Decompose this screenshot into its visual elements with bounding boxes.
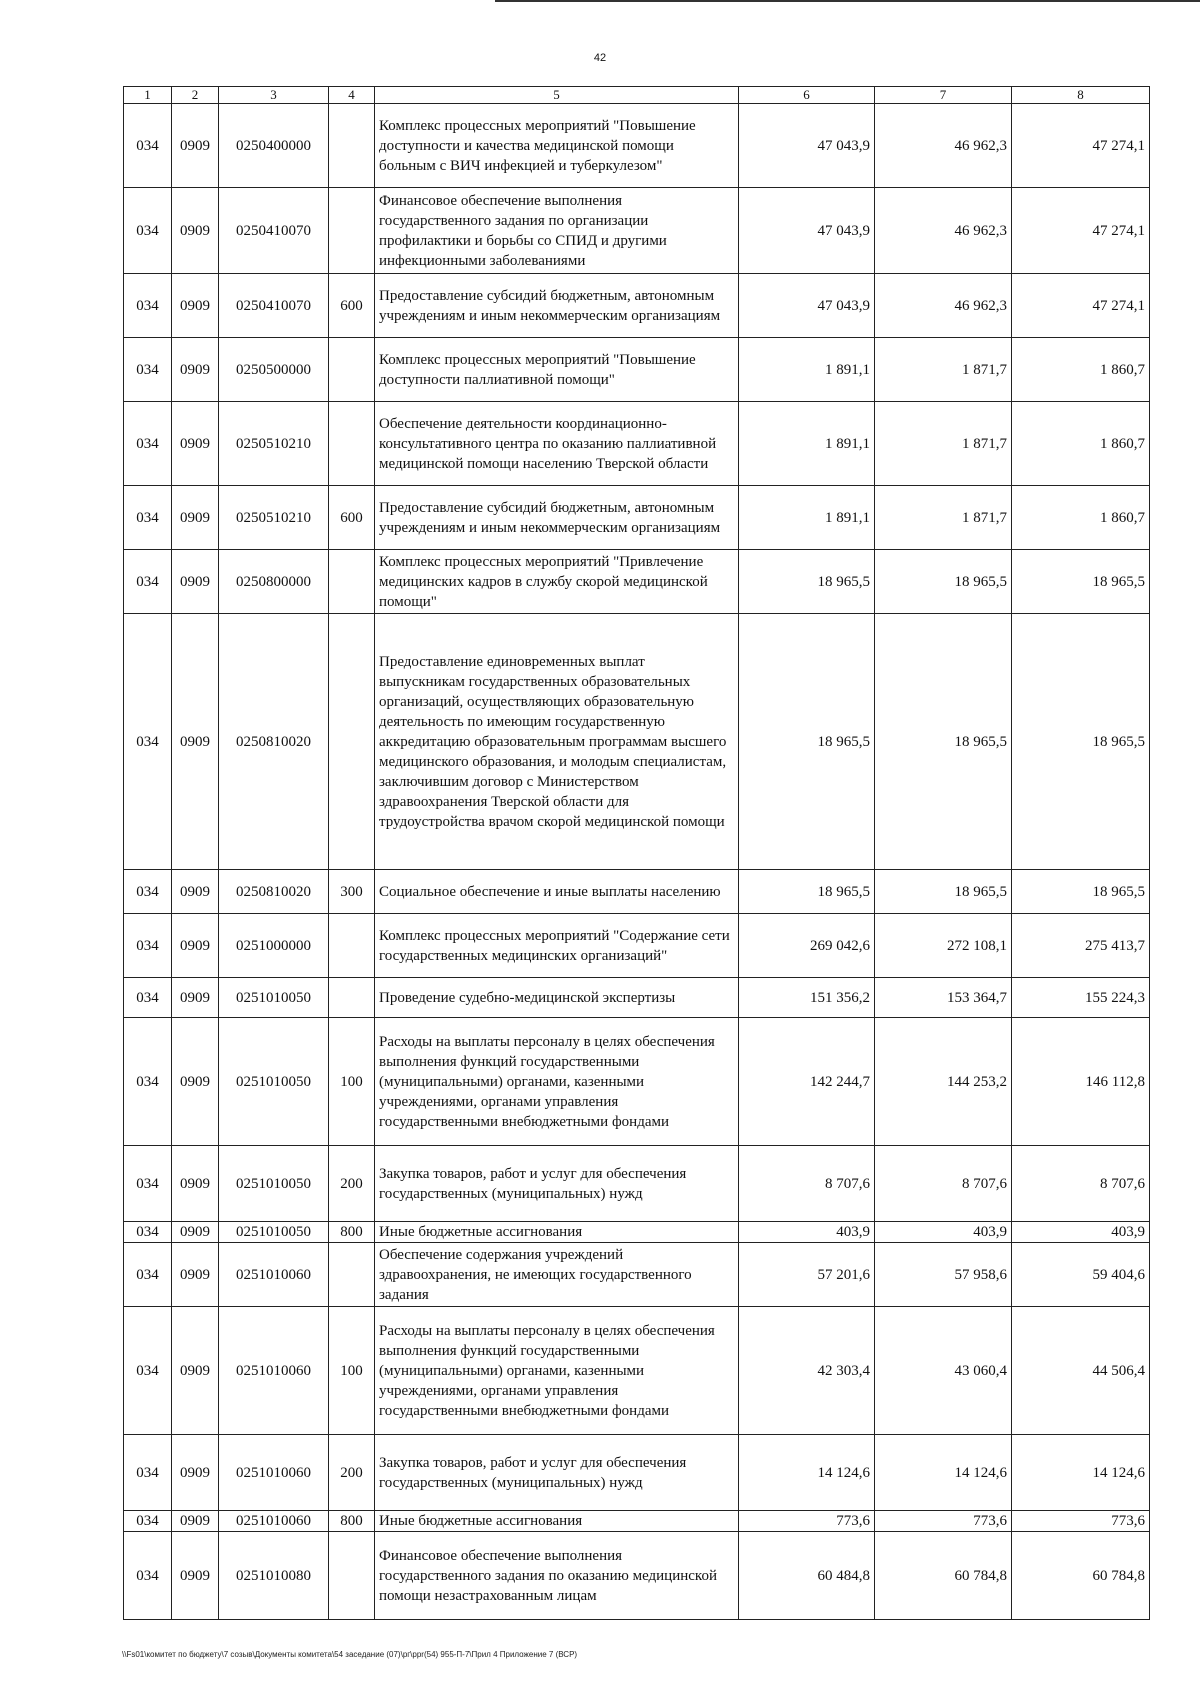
table-row — [124, 614, 1150, 870]
target-article-cell: 0251010060 — [219, 1511, 329, 1532]
scan-edge-line — [495, 0, 1200, 2]
expense-type-cell — [329, 614, 375, 870]
amount-year3-cell: 59 404,6 — [1012, 1243, 1150, 1307]
amount-year2-cell: 18 965,5 — [875, 550, 1012, 614]
section-cell: 0909 — [172, 1511, 219, 1532]
amount-year1-cell: 151 356,2 — [739, 978, 875, 1018]
amount-year2-cell: 46 962,3 — [875, 188, 1012, 274]
target-article-cell: 0250810020 — [219, 870, 329, 914]
description-cell: Обеспечение деятельности координационно-консультативного центра по оказанию паллиативной медицинской помощи населению Тверской области — [375, 402, 739, 486]
expense-type-cell: 600 — [329, 274, 375, 338]
table-row — [124, 104, 1150, 188]
amount-year3-cell: 44 506,4 — [1012, 1307, 1150, 1435]
code-cell: 034 — [124, 1243, 172, 1307]
table-row — [124, 1146, 1150, 1222]
amount-year3-cell: 60 784,8 — [1012, 1532, 1150, 1620]
expense-type-cell: 300 — [329, 870, 375, 914]
amount-year1-cell: 60 484,8 — [739, 1532, 875, 1620]
table-row — [124, 1307, 1150, 1435]
target-article-cell: 0251010050 — [219, 1222, 329, 1243]
expense-type-cell — [329, 978, 375, 1018]
amount-year2-cell: 43 060,4 — [875, 1307, 1012, 1435]
target-article-cell: 0250410070 — [219, 274, 329, 338]
amount-year1-cell: 42 303,4 — [739, 1307, 875, 1435]
amount-year2-cell: 14 124,6 — [875, 1435, 1012, 1511]
table-row — [124, 1222, 1150, 1243]
amount-year3-cell: 18 965,5 — [1012, 550, 1150, 614]
amount-year1-cell: 1 891,1 — [739, 402, 875, 486]
amount-year3-cell: 47 274,1 — [1012, 104, 1150, 188]
section-cell: 0909 — [172, 1532, 219, 1620]
section-cell: 0909 — [172, 614, 219, 870]
section-cell: 0909 — [172, 402, 219, 486]
description-cell: Закупка товаров, работ и услуг для обеспечения государственных (муниципальных) нужд — [375, 1146, 739, 1222]
section-cell: 0909 — [172, 550, 219, 614]
code-cell: 034 — [124, 914, 172, 978]
amount-year2-cell: 403,9 — [875, 1222, 1012, 1243]
amount-year1-cell: 269 042,6 — [739, 914, 875, 978]
code-cell: 034 — [124, 274, 172, 338]
description-cell: Социальное обеспечение и иные выплаты населению — [375, 870, 739, 914]
target-article-cell: 0251000000 — [219, 914, 329, 978]
header-cell: 7 — [875, 87, 1012, 104]
description-cell: Предоставление единовременных выплат выпускникам государственных образовательных организаций, осуществляющих образовательную деятельность по имеющим государственную аккредитацию образовательным программам высшего медицинского образования, и молодым специалистам, заключившим договор с Министерством здравоохранения Тверской области для трудоустройства врачом скорой медицинской помощи — [375, 614, 739, 870]
amount-year1-cell: 1 891,1 — [739, 338, 875, 402]
code-cell: 034 — [124, 550, 172, 614]
amount-year3-cell: 1 860,7 — [1012, 338, 1150, 402]
amount-year1-cell: 142 244,7 — [739, 1018, 875, 1146]
amount-year1-cell: 57 201,6 — [739, 1243, 875, 1307]
section-cell: 0909 — [172, 1146, 219, 1222]
expense-type-cell: 200 — [329, 1146, 375, 1222]
amount-year1-cell: 18 965,5 — [739, 870, 875, 914]
expense-type-cell — [329, 1243, 375, 1307]
amount-year2-cell: 18 965,5 — [875, 614, 1012, 870]
description-cell: Предоставление субсидий бюджетным, автономным учреждениям и иным некоммерческим организациям — [375, 486, 739, 550]
section-cell: 0909 — [172, 274, 219, 338]
target-article-cell: 0250500000 — [219, 338, 329, 402]
amount-year1-cell: 8 707,6 — [739, 1146, 875, 1222]
description-cell: Обеспечение содержания учреждений здравоохранения, не имеющих государственного задания — [375, 1243, 739, 1307]
amount-year1-cell: 18 965,5 — [739, 550, 875, 614]
target-article-cell: 0251010060 — [219, 1435, 329, 1511]
header-cell: 8 — [1012, 87, 1150, 104]
expense-type-cell: 100 — [329, 1018, 375, 1146]
description-cell: Иные бюджетные ассигнования — [375, 1222, 739, 1243]
target-article-cell: 0250400000 — [219, 104, 329, 188]
code-cell: 034 — [124, 1018, 172, 1146]
target-article-cell: 0251010060 — [219, 1243, 329, 1307]
code-cell: 034 — [124, 614, 172, 870]
amount-year3-cell: 1 860,7 — [1012, 486, 1150, 550]
section-cell: 0909 — [172, 188, 219, 274]
code-cell: 034 — [124, 1511, 172, 1532]
code-cell: 034 — [124, 870, 172, 914]
header-cell: 5 — [375, 87, 739, 104]
section-cell: 0909 — [172, 1243, 219, 1307]
section-cell: 0909 — [172, 104, 219, 188]
code-cell: 034 — [124, 104, 172, 188]
target-article-cell: 0250410070 — [219, 188, 329, 274]
table-row — [124, 1532, 1150, 1620]
amount-year3-cell: 8 707,6 — [1012, 1146, 1150, 1222]
expense-type-cell — [329, 550, 375, 614]
section-cell: 0909 — [172, 1307, 219, 1435]
amount-year3-cell: 773,6 — [1012, 1511, 1150, 1532]
amount-year3-cell: 1 860,7 — [1012, 402, 1150, 486]
table-row — [124, 1511, 1150, 1532]
target-article-cell: 0251010060 — [219, 1307, 329, 1435]
file-path-footer: \\Fs01\комитет по бюджету\7 созыв\Документы комитета\54 заседание (07)\рг\ppr(54) 955-П-7\Прил 4 Приложение 7 (ВСР) — [122, 1650, 578, 1659]
description-cell: Финансовое обеспечение выполнения государственного задания по организации профилактики и борьбы со СПИД и другими инфекционными заболеваниями — [375, 188, 739, 274]
code-cell: 034 — [124, 188, 172, 274]
amount-year2-cell: 46 962,3 — [875, 274, 1012, 338]
section-cell: 0909 — [172, 338, 219, 402]
target-article-cell: 0250810020 — [219, 614, 329, 870]
amount-year2-cell: 144 253,2 — [875, 1018, 1012, 1146]
amount-year3-cell: 18 965,5 — [1012, 614, 1150, 870]
amount-year2-cell: 1 871,7 — [875, 486, 1012, 550]
header-cell: 1 — [124, 87, 172, 104]
table-header-row — [124, 87, 1150, 104]
target-article-cell: 0250800000 — [219, 550, 329, 614]
section-cell: 0909 — [172, 486, 219, 550]
amount-year3-cell: 155 224,3 — [1012, 978, 1150, 1018]
description-cell: Комплекс процессных мероприятий "Содержание сети государственных медицинских организаций" — [375, 914, 739, 978]
header-cell: 4 — [329, 87, 375, 104]
table-row — [124, 978, 1150, 1018]
header-cell: 2 — [172, 87, 219, 104]
code-cell: 034 — [124, 1222, 172, 1243]
target-article-cell: 0251010050 — [219, 978, 329, 1018]
code-cell: 034 — [124, 978, 172, 1018]
amount-year1-cell: 47 043,9 — [739, 104, 875, 188]
amount-year1-cell: 14 124,6 — [739, 1435, 875, 1511]
amount-year3-cell: 18 965,5 — [1012, 870, 1150, 914]
section-cell: 0909 — [172, 978, 219, 1018]
table-row — [124, 550, 1150, 614]
description-cell: Финансовое обеспечение выполнения государственного задания по оказанию медицинской помощи незастрахованным лицам — [375, 1532, 739, 1620]
amount-year3-cell: 146 112,8 — [1012, 1018, 1150, 1146]
section-cell: 0909 — [172, 914, 219, 978]
expense-type-cell — [329, 402, 375, 486]
amount-year1-cell: 1 891,1 — [739, 486, 875, 550]
amount-year3-cell: 47 274,1 — [1012, 188, 1150, 274]
description-cell: Предоставление субсидий бюджетным, автономным учреждениям и иным некоммерческим организациям — [375, 274, 739, 338]
code-cell: 034 — [124, 402, 172, 486]
header-cell: 6 — [739, 87, 875, 104]
target-article-cell: 0250510210 — [219, 486, 329, 550]
amount-year2-cell: 8 707,6 — [875, 1146, 1012, 1222]
amount-year1-cell: 18 965,5 — [739, 614, 875, 870]
amount-year1-cell: 403,9 — [739, 1222, 875, 1243]
amount-year2-cell: 1 871,7 — [875, 402, 1012, 486]
expense-type-cell — [329, 104, 375, 188]
code-cell: 034 — [124, 1307, 172, 1435]
table-row — [124, 1243, 1150, 1307]
table-row — [124, 870, 1150, 914]
table-row — [124, 486, 1150, 550]
target-article-cell: 0250510210 — [219, 402, 329, 486]
header-cell: 3 — [219, 87, 329, 104]
expense-type-cell: 800 — [329, 1511, 375, 1532]
amount-year1-cell: 773,6 — [739, 1511, 875, 1532]
description-cell: Закупка товаров, работ и услуг для обеспечения государственных (муниципальных) нужд — [375, 1435, 739, 1511]
amount-year3-cell: 275 413,7 — [1012, 914, 1150, 978]
expense-type-cell: 800 — [329, 1222, 375, 1243]
table-row — [124, 1018, 1150, 1146]
expense-type-cell — [329, 188, 375, 274]
target-article-cell: 0251010050 — [219, 1018, 329, 1146]
section-cell: 0909 — [172, 1222, 219, 1243]
description-cell: Проведение судебно-медицинской экспертизы — [375, 978, 739, 1018]
amount-year2-cell: 60 784,8 — [875, 1532, 1012, 1620]
amount-year2-cell: 773,6 — [875, 1511, 1012, 1532]
table-row — [124, 188, 1150, 274]
amount-year2-cell: 46 962,3 — [875, 104, 1012, 188]
code-cell: 034 — [124, 1435, 172, 1511]
code-cell: 034 — [124, 1146, 172, 1222]
table-row — [124, 402, 1150, 486]
expense-type-cell — [329, 338, 375, 402]
table-row — [124, 274, 1150, 338]
code-cell: 034 — [124, 338, 172, 402]
target-article-cell: 0251010080 — [219, 1532, 329, 1620]
amount-year2-cell: 1 871,7 — [875, 338, 1012, 402]
section-cell: 0909 — [172, 870, 219, 914]
section-cell: 0909 — [172, 1435, 219, 1511]
table-row — [124, 1435, 1150, 1511]
expense-type-cell: 100 — [329, 1307, 375, 1435]
amount-year3-cell: 403,9 — [1012, 1222, 1150, 1243]
table-row — [124, 338, 1150, 402]
amount-year2-cell: 57 958,6 — [875, 1243, 1012, 1307]
amount-year1-cell: 47 043,9 — [739, 274, 875, 338]
budget-table — [123, 86, 1150, 1620]
amount-year2-cell: 272 108,1 — [875, 914, 1012, 978]
description-cell: Комплекс процессных мероприятий "Повышение доступности паллиативной помощи" — [375, 338, 739, 402]
amount-year2-cell: 153 364,7 — [875, 978, 1012, 1018]
expense-type-cell: 600 — [329, 486, 375, 550]
target-article-cell: 0251010050 — [219, 1146, 329, 1222]
code-cell: 034 — [124, 486, 172, 550]
description-cell: Комплекс процессных мероприятий "Привлечение медицинских кадров в службу скорой медицинской помощи" — [375, 550, 739, 614]
amount-year1-cell: 47 043,9 — [739, 188, 875, 274]
amount-year2-cell: 18 965,5 — [875, 870, 1012, 914]
description-cell: Комплекс процессных мероприятий "Повышение доступности и качества медицинской помощи больным с ВИЧ инфекцией и туберкулезом" — [375, 104, 739, 188]
description-cell: Расходы на выплаты персоналу в целях обеспечения выполнения функций государственными (муниципальными) органами, казенными учреждениями, органами управления государственными внебюджетными фондами — [375, 1018, 739, 1146]
section-cell: 0909 — [172, 1018, 219, 1146]
description-cell: Иные бюджетные ассигнования — [375, 1511, 739, 1532]
expense-type-cell — [329, 914, 375, 978]
page-number: 42 — [593, 52, 607, 64]
expense-type-cell — [329, 1532, 375, 1620]
code-cell: 034 — [124, 1532, 172, 1620]
amount-year3-cell: 47 274,1 — [1012, 274, 1150, 338]
amount-year3-cell: 14 124,6 — [1012, 1435, 1150, 1511]
description-cell: Расходы на выплаты персоналу в целях обеспечения выполнения функций государственными (муниципальными) органами, казенными учреждениями, органами управления государственными внебюджетными фондами — [375, 1307, 739, 1435]
expense-type-cell: 200 — [329, 1435, 375, 1511]
table-row — [124, 914, 1150, 978]
